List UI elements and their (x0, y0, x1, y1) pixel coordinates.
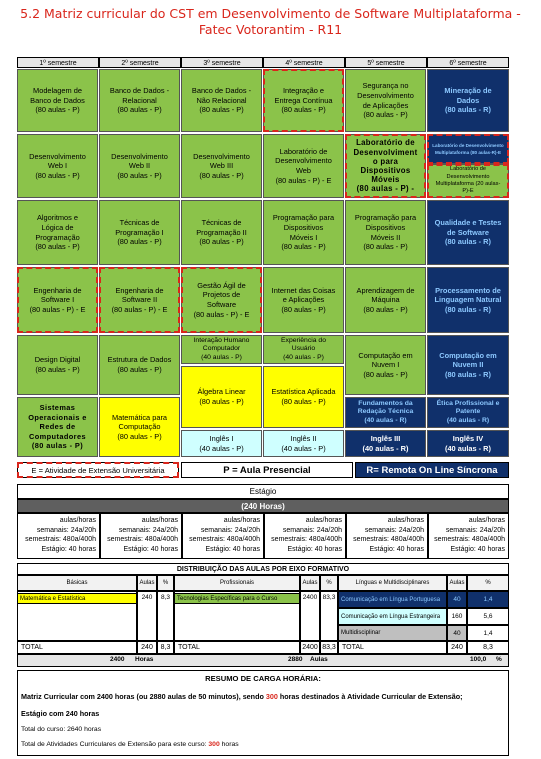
ling-portugues-pct: 1,4 (467, 591, 509, 608)
course-eng-software2: Engenharia de Software II (80 aulas - P) - E (99, 267, 180, 333)
course-ihc: Interação Humano Computador (40 aulas - P) (181, 335, 262, 364)
page-title: 5.2 Matriz curricular do CST em Desenvolvimento de Software Multiplataforma - (20, 6, 521, 21)
course-tecnicas1: Técnicas de Programação I (80 aulas - P) (99, 200, 180, 265)
semester-header-1: 1º semestre (17, 57, 99, 68)
legend-presencial: P = Aula Presencial (181, 462, 353, 478)
prof-pct: 83,3 (322, 594, 336, 601)
course-modelagem: Modelagem de Banco de Dados (80 aulas - P) (17, 69, 98, 132)
ling-estrangeira-pct: 5,6 (467, 608, 509, 625)
ling-estrangeira: Comunicação em Língua Estrangeira (338, 608, 447, 625)
ling-portugues: Comunicação em Língua Portuguesa (338, 591, 447, 608)
total-label: TOTAL (174, 641, 300, 654)
course-moveis2: Programação para Dispositivos Móveis II (80 aulas - P) (345, 200, 426, 265)
legend-extensao: E = Atividade de Extensão Universitária (17, 462, 179, 478)
ling-portugues-aulas: 40 (447, 591, 467, 608)
semester-header-3: 3º semestre (181, 57, 263, 68)
course-aprendizagem: Aprendizagem de Máquina (80 aulas - P) (345, 267, 426, 333)
course-nuvem1: Computação em Nuvem I (80 aulas - P) (345, 335, 426, 395)
course-bd-relacional: Banco de Dados - Relacional (80 aulas - P) (99, 69, 180, 132)
sum-aulas-unit: Aulas (310, 656, 328, 663)
resumo-line2: Estágio com 240 horas (21, 709, 100, 718)
sum-horas-unit: Horas (135, 656, 154, 663)
sum-pct-unit: % (496, 656, 502, 663)
course-etica: Ética Profissional e Patente (40 aulas - R) (427, 397, 509, 428)
course-pln: Processamento de Linguagem Natural (80 aulas - R) (427, 267, 509, 333)
course-eng-software1: Engenharia de Software I (80 aulas - P) - E (17, 267, 98, 333)
header-pct: % (467, 575, 509, 591)
estagio-col: aulas/horas semanais: 24a/20h semestrais: 480a/400h Estágio: 40 horas (100, 513, 182, 559)
course-algebra: Álgebra Linear (80 aulas - P) (181, 366, 262, 428)
course-qualidade: Qualidade e Testes de Software (80 aulas - R) (427, 200, 509, 265)
course-web2: Desenvolvimento Web II (80 aulas - P) (99, 134, 180, 198)
legend-remota: R= Remota On Line Síncrona (355, 462, 509, 478)
course-algoritmos: Algoritmos e Lógica de Programação (80 aulas - P) (17, 200, 98, 265)
estagio-col: aulas/horas semanais: 24a/20h semestrais: 480a/400h Estágio: 40 horas (17, 513, 100, 559)
course-estatistica: Estatística Aplicada (80 aulas - P) (263, 366, 344, 428)
course-gestao-agil: Gestão Ágil de Projetos de Software (80 aulas - P) - E (181, 267, 262, 333)
semester-header-6: 6º semestre (427, 57, 509, 68)
course-sistemas: Sistemas Operacionais e Redes de Computadores (80 aulas - P) (17, 397, 98, 457)
estagio-col: aulas/horas semanais: 24a/20h semestrais: 480a/400h Estágio: 40 horas (264, 513, 346, 559)
course-lab-moveis: Laboratório de Desenvolviment o para Dispositivos Móveis (80 aulas - P) - (345, 134, 426, 198)
course-estrutura: Estrutura de Dados (80 aulas - P) (99, 335, 180, 395)
course-ingles1: Inglês I (40 aulas - P) (181, 430, 262, 457)
total-label: TOTAL (17, 641, 137, 654)
estagio-col: aulas/horas semanais: 24a/20h semestrais: 480a/400h Estágio: 40 horas (428, 513, 509, 559)
course-lab-multi-p: Laboratório de Desenvolvimento Multiplataforma (20 aulas- P)-E (427, 164, 509, 198)
total-basicas-pct: 8,3 (157, 641, 174, 654)
course-design: Design Digital (80 aulas - P) (17, 335, 98, 395)
course-ingles3: Inglês III (40 aulas - R) (345, 430, 426, 457)
resumo-title: RESUMO DE CARGA HORÁRIA: (205, 674, 321, 683)
course-web1: Desenvolvimento Web I (80 aulas - P) (17, 134, 98, 198)
resumo-box (17, 670, 509, 756)
resumo-line4: Total de Atividades Curriculares de Extensão para este curso: 300 horas (21, 741, 239, 748)
semester-header-5: 5º semestre (345, 57, 427, 68)
basicas-pct: 8,3 (160, 594, 171, 601)
page-subtitle: Fatec Votorantim - R11 (198, 22, 343, 37)
ling-multi-aulas: 40 (447, 625, 467, 641)
course-integracao: Integração e Entrega Contínua (80 aulas - P) (263, 69, 344, 132)
total-ling-aulas: 240 (447, 641, 467, 654)
course-matematica: Matemática para Computação (80 aulas - P) (99, 397, 180, 457)
course-lab-web: Laboratório de Desenvolvimento Web (80 aulas - P) - E (263, 134, 344, 198)
sum-pct-value: 100,0 (470, 656, 487, 663)
distribuicao-table (17, 575, 509, 641)
course-mineracao: Mineração de Dados (80 aulas - R) (427, 69, 509, 132)
course-ingles4: Inglês IV (40 aulas - R) (427, 430, 509, 457)
total-label: TOTAL (338, 641, 447, 654)
estagio-col: aulas/horas semanais: 24a/20h semestrais: 480a/400h Estágio: 40 horas (346, 513, 428, 559)
resumo-line3: Total do curso: 2640 horas (21, 726, 102, 733)
totals-row (17, 641, 509, 654)
ling-multi-pct: 1,4 (467, 625, 509, 641)
estagio-label: Estágio (17, 484, 509, 499)
course-bd-nao-relacional: Banco de Dados - Não Relacional (80 aulas - P) (181, 69, 262, 132)
course-tecnicas2: Técnicas de Programação II (80 aulas - P) (181, 200, 262, 265)
course-web3: Desenvolvimento Web III (80 aulas - P) (181, 134, 262, 198)
header-aulas: Aulas (300, 575, 320, 591)
course-iot: Internet das Coisas e Aplicações (80 aulas - P) (263, 267, 344, 333)
course-fundamentos-redacao: Fundamentos da Redação Técnica (40 aulas - R) (345, 397, 426, 428)
course-ingles2: Inglês II (40 aulas - P) (263, 430, 344, 457)
course-seguranca: Segurança no Desenvolvimento de Aplicações (80 aulas - P) (345, 69, 426, 132)
header-aulas: Aulas (447, 575, 467, 591)
semester-header-2: 2º semestre (99, 57, 181, 68)
header-pct: % (320, 575, 338, 591)
total-basicas-aulas: 240 (137, 641, 157, 654)
header-aulas: Aulas (137, 575, 157, 591)
prof-aulas: 2400 (302, 594, 318, 601)
header-pct: % (157, 575, 174, 591)
sum-aulas-value: 2880 (288, 656, 303, 663)
estagio-hours: (240 Horas) (17, 499, 509, 513)
total-prof-aulas: 2400 (300, 641, 320, 654)
course-lab-multi-r: Laboratório de Desenvolvimento Multiplataforma (80 aulas-R)-E (427, 134, 509, 164)
course-nuvem2: Computação em Nuvem II (80 aulas - R) (427, 335, 509, 395)
basicas-aulas: 240 (141, 594, 153, 601)
total-prof-pct: 83,3 (320, 641, 338, 654)
header-basicas: Básicas (17, 575, 137, 591)
header-prof: Profissionais (174, 575, 300, 591)
estagio-col: aulas/horas semanais: 24a/20h semestrais: 480a/400h Estágio: 40 horas (182, 513, 264, 559)
course-ux: Experiência do Usuário (40 aulas - P) (263, 335, 344, 364)
basicas-name: Matemática e Estatística (17, 593, 137, 604)
total-ling-pct: 8,3 (467, 641, 509, 654)
distribuicao-title: DISTRIBUIÇÃO DAS AULAS POR EIXO FORMATIVO (17, 563, 509, 575)
prof-name: Tecnologias Específicas para o Curso (174, 593, 300, 604)
course-moveis1: Programação para Dispositivos Móveis I (80 aulas - P) (263, 200, 344, 265)
resumo-line1: Matriz Curricular com 2400 horas (ou 2880 aulas de 50 minutos), sendo 300 horas destinados à Atividade Curricular de Extensão; (21, 692, 463, 701)
ling-multidisciplinar: Multidisciplinar (338, 625, 447, 641)
semester-header-4: 4º semestre (263, 57, 345, 68)
header-ling: Línguas e Multidisciplinares (338, 575, 447, 591)
ling-estrangeira-aulas: 160 (447, 608, 467, 625)
sum-row (17, 654, 509, 667)
sum-horas-value: 2400 (110, 656, 125, 663)
